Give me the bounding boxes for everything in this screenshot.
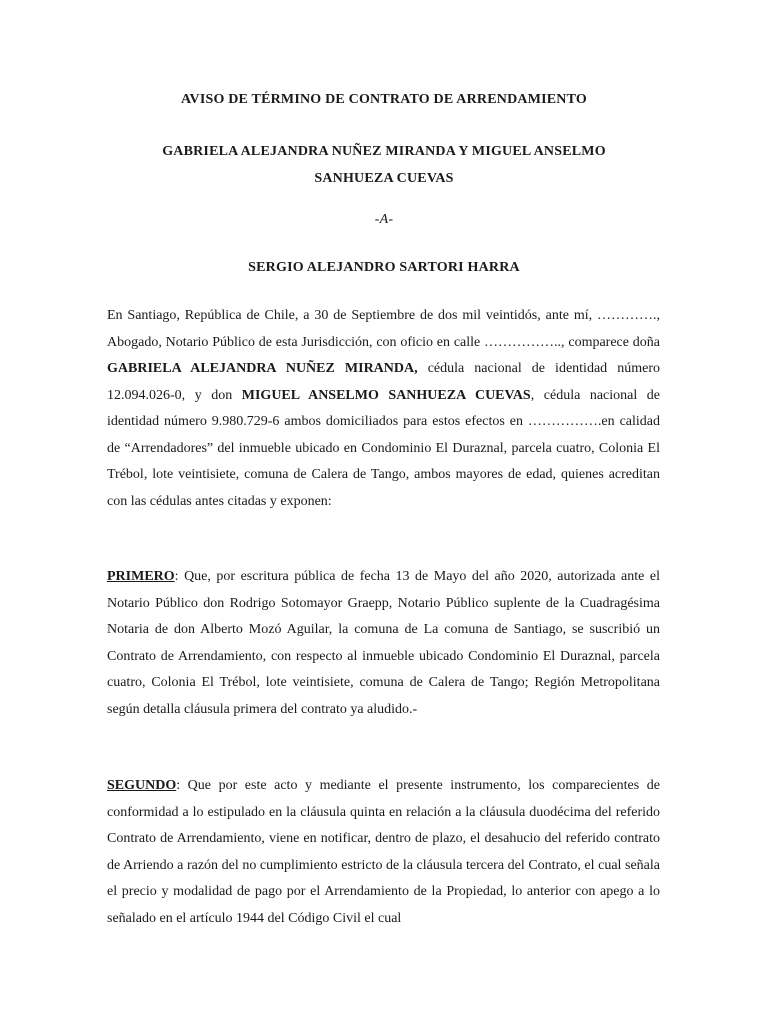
intro-text-3: , cédula nacional de identidad número 9.980.729-6 ambos domiciliados para estos efectos en …………….en calidad de “Arrendadores” del inmueble ubicado en Condominio El Duraznal, parcela cuatro, Colonia El Trébol, lote veintisiete, comuna de Calera de Tango, ambos mayores de edad, quienes acreditan con las cédulas antes citadas y exponen: bbox=[107, 387, 660, 509]
parties-line-1: GABRIELA ALEJANDRA NUÑEZ MIRANDA Y MIGUEL ANSELMO bbox=[162, 144, 606, 159]
intro-paragraph bbox=[107, 303, 660, 515]
clause-segundo bbox=[107, 773, 660, 932]
clause-primero-text: : Que, por escritura pública de fecha 13 de Mayo del año 2020, autorizada ante el Notario Público don Rodrigo Sotomayor Graepp, Notario Público suplente de la Cuadragésima Notaria de don Alberto Mozó Aguilar, la comuna de La comuna de Santiago, se suscribió un Contrato de Arrendamiento, con respecto al inmueble ubicado Condominio El Duraznal, parcela cuatro, Colonia El Trébol, lote veintisiete, comuna de Calera de Tango; Región Metropolitana según detalla cláusula primera del contrato ya aludido.- bbox=[107, 569, 660, 717]
parties-heading bbox=[0, 138, 768, 192]
parties-line-2: SANHUEZA CUEVAS bbox=[314, 171, 454, 186]
separator: -A- bbox=[374, 212, 394, 227]
intro-name-1: GABRIELA ALEJANDRA NUÑEZ MIRANDA, bbox=[107, 361, 418, 376]
intro-text-1: En Santiago, República de Chile, a 30 de Septiembre de dos mil veintidós, ante mí, …………., Abogado, Notario Público de esta Jurisdicción, con oficio en calle …………….., comparece doña bbox=[107, 308, 660, 350]
counterparty-heading: SERGIO ALEJANDRO SARTORI HARRA bbox=[248, 260, 520, 275]
clause-segundo-label: SEGUNDO bbox=[107, 778, 177, 793]
clause-segundo-text: : Que por este acto y mediante el presente instrumento, los comparecientes de conformidad a lo estipulado en la cláusula quinta en relación a la cláusula duodécima del referido Contrato de Arrendamiento, viene en notificar, dentro de plazo, el desahucio del referido contrato de Arriendo a razón del no cumplimiento estricto de la cláusula tercera del Contrato, el cual señala el precio y modalidad de pago por el Arrendamiento de la Propiedad, lo anterior con apego a lo señalado en el artículo 1944 del Código Civil el cual bbox=[107, 778, 660, 926]
intro-text-2: cédula nacional de identidad número 12.094.026-0, y don bbox=[107, 361, 660, 403]
intro-name-2: MIGUEL ANSELMO SANHUEZA CUEVAS bbox=[241, 387, 531, 403]
document-title: AVISO DE TÉRMINO DE CONTRATO DE ARRENDAMIENTO bbox=[181, 92, 587, 107]
clause-primero-label: PRIMERO bbox=[107, 569, 175, 584]
clause-primero bbox=[107, 564, 660, 723]
